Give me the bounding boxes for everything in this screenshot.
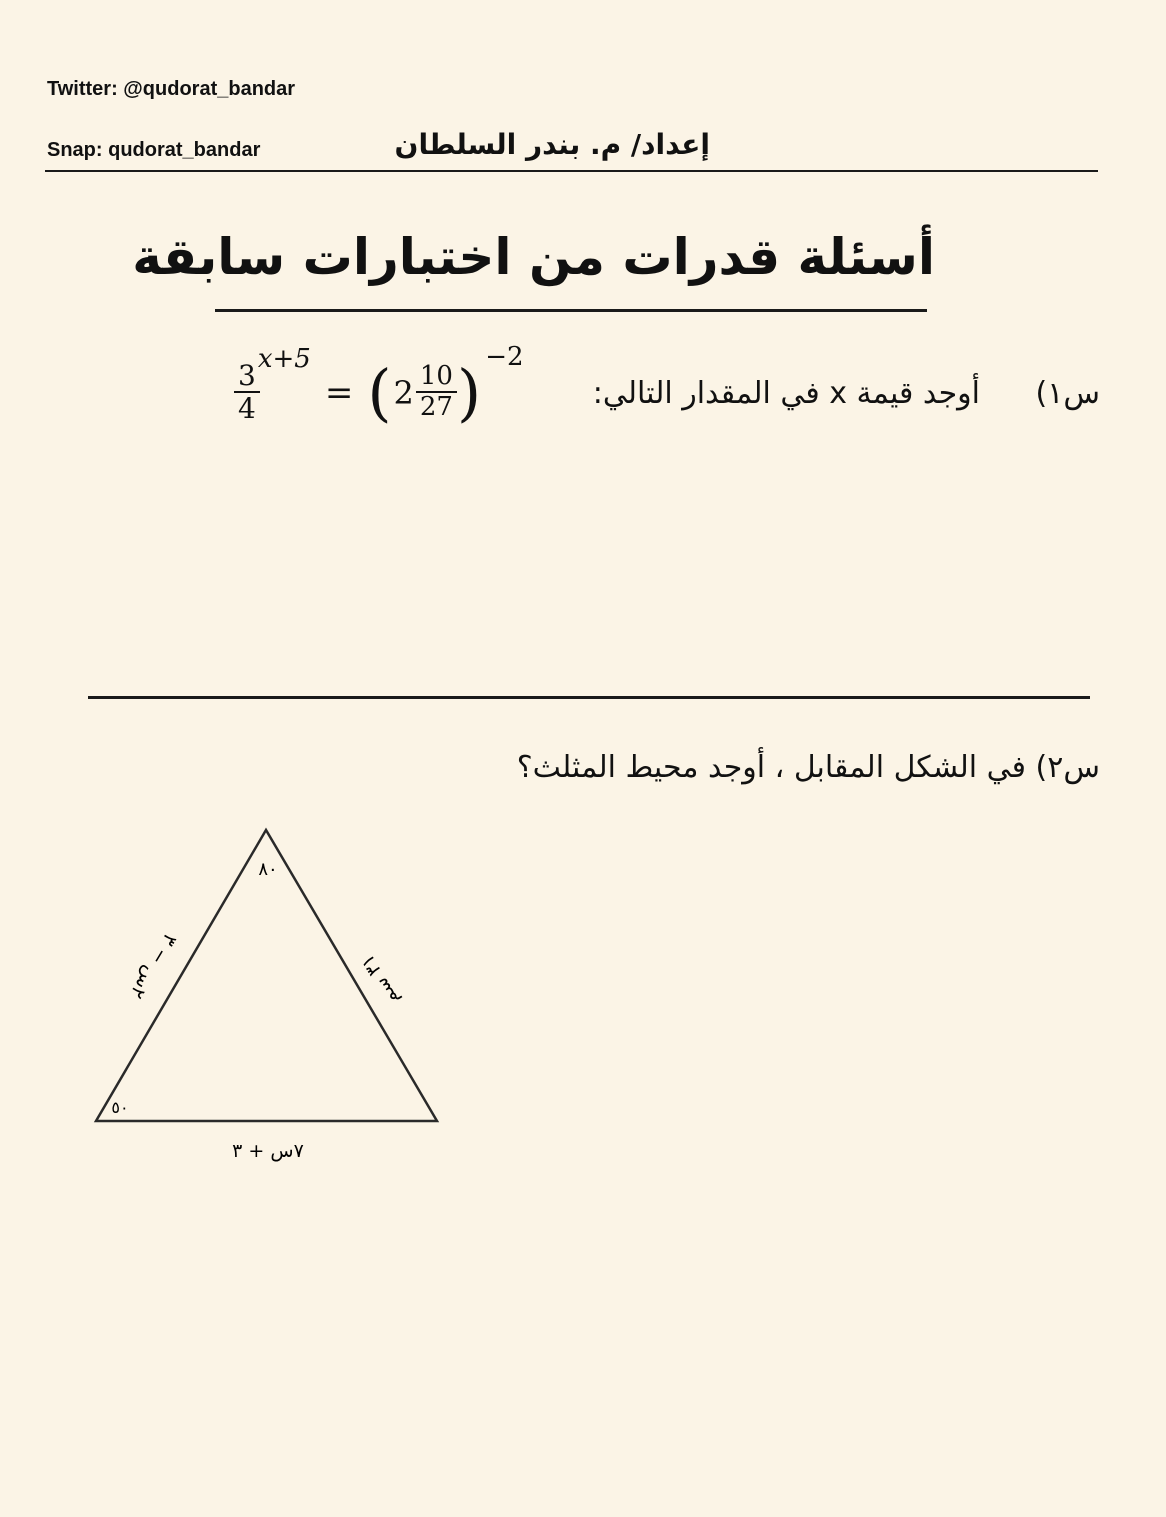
side-bottom-label: ٧س + ٣ <box>232 1140 304 1162</box>
q1-rhs-numerator: 10 <box>416 363 457 392</box>
side-right-label: ٣١ سم <box>356 950 404 1010</box>
section-divider <box>88 696 1090 699</box>
angle-bottom-left-label: ٥٠ <box>111 1098 129 1117</box>
triangle-figure <box>80 815 460 1175</box>
q1-whole: 2 <box>393 374 414 412</box>
twitter-handle: Twitter: @qudorat_bandar <box>47 78 296 100</box>
q2-text: في الشكل المقابل ، أوجد محيط المثلث؟ <box>516 750 1026 785</box>
q2-question <box>440 750 1100 785</box>
snap-handle: Snap: qudorat_bandar <box>47 139 261 161</box>
q1-paren-close: ) <box>456 356 482 429</box>
q1-rhs-denominator: 27 <box>419 391 453 422</box>
q1-equation <box>234 342 524 438</box>
q2-label: س٢) <box>1035 750 1100 785</box>
side-left-label: ٢س − ٣ <box>125 929 182 1003</box>
page-title: أسئلة قدرات من اختبارات سابقة <box>132 228 935 286</box>
q1-text: أوجد قيمة x في المقدار التالي: <box>592 376 980 411</box>
q1-equals: = <box>324 373 354 413</box>
q1-rhs-exponent: −2 <box>485 342 524 372</box>
angle-top-label: ٨٠ <box>258 859 278 880</box>
header-divider <box>45 170 1098 172</box>
q1-lhs-numerator <box>234 361 260 392</box>
author-credit: إعداد/ م. بندر السلطان <box>394 128 710 161</box>
q1-paren-open: ( <box>367 356 392 429</box>
q1-lhs-denominator: 4 <box>238 391 256 425</box>
q1-lhs-base: 3 <box>238 359 256 393</box>
q1-rhs-fraction <box>416 363 457 422</box>
q1-label: س١) <box>1035 376 1100 411</box>
q1-lhs-fraction <box>234 361 260 425</box>
q1-lhs-exponent: x+5 <box>257 344 311 374</box>
title-underline <box>215 309 927 312</box>
